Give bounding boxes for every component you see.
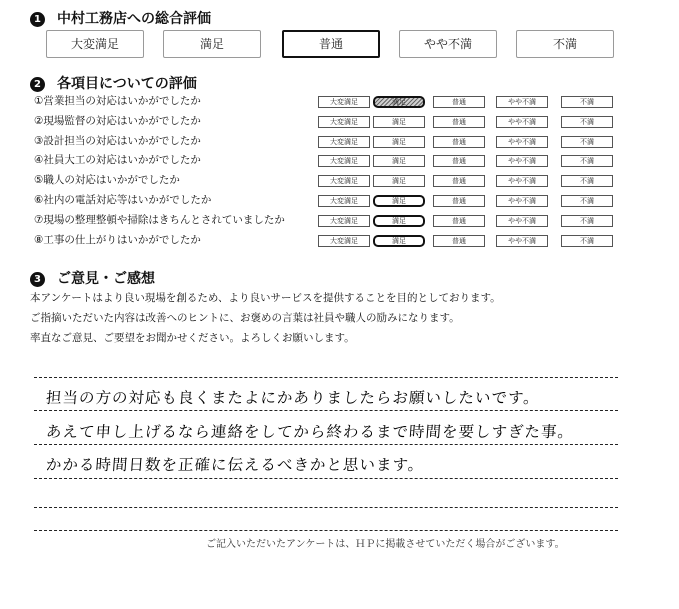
section-1-title: 中村工務店への総合評価 xyxy=(57,11,211,27)
question-label: ⑧工事の仕上がりはいかがでしたか xyxy=(34,233,201,246)
item-option-dissatisfied[interactable]: 不満 xyxy=(561,136,613,148)
item-option-neutral[interactable]: 普通 xyxy=(433,155,485,167)
item-option-dissatisfied[interactable]: 不満 xyxy=(561,195,613,207)
item-option-neutral[interactable]: 普通 xyxy=(433,235,485,247)
comment-line[interactable]: あえて申し上げるなら連絡をしてから終わるまで時間を要しすぎた事。 xyxy=(45,423,575,441)
comment-rule xyxy=(34,507,618,508)
comment-line[interactable]: 担当の方の対応も良くまたよにかありましたらお願いしたいです。 xyxy=(45,389,541,407)
overall-option-somewhat-dissatisfied[interactable]: やや不満 xyxy=(399,30,497,58)
overall-option-neutral[interactable]: 普通 xyxy=(282,30,380,58)
item-option-satisfied[interactable]: 満足 xyxy=(373,235,425,247)
section-1-number-badge: 1 xyxy=(30,12,45,27)
item-option-somewhat-dissatisfied[interactable]: やや不満 xyxy=(496,175,548,187)
section-2-heading xyxy=(30,73,197,93)
item-option-neutral[interactable]: 普通 xyxy=(433,215,485,227)
section-1-heading xyxy=(30,8,211,28)
item-option-neutral[interactable]: 普通 xyxy=(433,136,485,148)
question-label: ④社員大工の対応はいかがでしたか xyxy=(34,154,201,167)
item-option-neutral[interactable]: 普通 xyxy=(433,175,485,187)
comment-rule xyxy=(34,410,618,411)
item-option-satisfied[interactable]: 満足 xyxy=(373,116,425,128)
item-option-very-satisfied[interactable]: 大変満足 xyxy=(318,96,370,108)
intro-line: 率直なご意見、ご要望をお聞かせください。よろしくお願いします。 xyxy=(30,332,355,344)
intro-line: 本アンケートはより良い現場を創るため、より良いサービスを提供することを目的としております。 xyxy=(30,292,501,304)
item-option-satisfied[interactable]: 満足 xyxy=(373,96,425,108)
item-option-dissatisfied[interactable]: 不満 xyxy=(561,175,613,187)
item-option-neutral[interactable]: 普通 xyxy=(433,116,485,128)
item-option-very-satisfied[interactable]: 大変満足 xyxy=(318,235,370,247)
question-label: ⑤職人の対応はいかがでしたか xyxy=(34,174,180,187)
item-option-satisfied[interactable]: 満足 xyxy=(373,175,425,187)
section-3-title: ご意見・ご感想 xyxy=(57,271,155,287)
question-label: ①営業担当の対応はいかがでしたか xyxy=(34,95,201,107)
item-option-satisfied[interactable]: 満足 xyxy=(373,155,425,167)
section-2-title: 各項目についての評価 xyxy=(57,76,197,92)
item-option-somewhat-dissatisfied[interactable]: やや不満 xyxy=(496,215,548,227)
item-option-dissatisfied[interactable]: 不満 xyxy=(561,155,613,167)
item-option-satisfied[interactable]: 満足 xyxy=(373,215,425,227)
section-2-number-badge: 2 xyxy=(30,77,45,92)
comment-rule xyxy=(34,444,618,445)
item-option-satisfied[interactable]: 満足 xyxy=(373,136,425,148)
question-label: ⑦現場の整理整頓や掃除はきちんとされていましたか xyxy=(34,213,285,226)
intro-line: ご指摘いただいた内容は改善へのヒントに、お褒めの言葉は社員や職人の励みになります。 xyxy=(30,312,460,324)
question-label: ②現場監督の対応はいかがでしたか xyxy=(34,114,201,127)
item-option-very-satisfied[interactable]: 大変満足 xyxy=(318,195,370,207)
overall-option-dissatisfied[interactable]: 不満 xyxy=(516,30,614,58)
item-option-somewhat-dissatisfied[interactable]: やや不満 xyxy=(496,96,548,108)
overall-option-satisfied[interactable]: 満足 xyxy=(163,30,261,58)
comment-rule xyxy=(34,530,618,531)
item-option-dissatisfied[interactable]: 不満 xyxy=(561,235,613,247)
item-option-somewhat-dissatisfied[interactable]: やや不満 xyxy=(496,235,548,247)
comment-rule xyxy=(34,377,618,378)
item-option-dissatisfied[interactable]: 不満 xyxy=(561,215,613,227)
item-option-satisfied[interactable]: 満足 xyxy=(373,195,425,207)
section-3-heading xyxy=(30,268,155,288)
item-option-very-satisfied[interactable]: 大変満足 xyxy=(318,215,370,227)
item-option-very-satisfied[interactable]: 大変満足 xyxy=(318,116,370,128)
overall-option-very-satisfied[interactable]: 大変満足 xyxy=(46,30,144,58)
question-label: ③設計担当の対応はいかがでしたか xyxy=(34,134,201,147)
item-option-somewhat-dissatisfied[interactable]: やや不満 xyxy=(496,116,548,128)
question-label: ⑥社内の電話対応等はいかがでしたか xyxy=(34,194,212,206)
item-option-neutral[interactable]: 普通 xyxy=(433,195,485,207)
comment-rule xyxy=(34,478,618,479)
item-option-very-satisfied[interactable]: 大変満足 xyxy=(318,175,370,187)
item-option-very-satisfied[interactable]: 大変満足 xyxy=(318,136,370,148)
item-option-dissatisfied[interactable]: 不満 xyxy=(561,96,613,108)
item-option-dissatisfied[interactable]: 不満 xyxy=(561,116,613,128)
item-option-neutral[interactable]: 普通 xyxy=(433,96,485,108)
item-option-somewhat-dissatisfied[interactable]: やや不満 xyxy=(496,195,548,207)
section-3-number-badge: 3 xyxy=(30,272,45,287)
item-option-somewhat-dissatisfied[interactable]: やや不満 xyxy=(496,155,548,167)
footer-note: ご記入いただいたアンケートは、ＨＰに掲載させていただく場合がございます。 xyxy=(206,539,565,550)
item-option-very-satisfied[interactable]: 大変満足 xyxy=(318,155,370,167)
item-option-somewhat-dissatisfied[interactable]: やや不満 xyxy=(496,136,548,148)
comment-line[interactable]: かかる時間日数を正確に伝えるべきかと思います。 xyxy=(45,456,425,474)
